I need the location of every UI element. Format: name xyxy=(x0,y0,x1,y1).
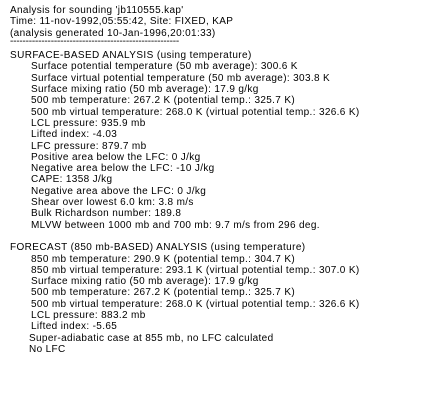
forecast-line: 500 mb temperature: 267.2 K (potential temp.: 325.7 K) xyxy=(31,287,296,299)
surface-line: Surface virtual potential temperature (50 mb average): 303.8 K xyxy=(31,72,331,84)
surface-line: Negative area below the LFC: -10 J/kg xyxy=(31,163,215,175)
forecast-line: Lifted index: -5.65 xyxy=(31,321,118,333)
header-rule: ------------------------------------------------------ xyxy=(10,38,180,47)
section-spacer xyxy=(10,231,440,242)
report-title: Analysis for sounding 'jb110555.kap' xyxy=(10,5,184,16)
forecast-line: Surface mixing ratio (50 mb average): 17.9 g/kg xyxy=(31,276,259,288)
surface-line: 500 mb temperature: 267.2 K (potential temp.: 325.7 K) xyxy=(31,95,296,107)
surface-line: LFC pressure: 879.7 mb xyxy=(31,140,147,152)
report-generated: (analysis generated 10-Jan-1996,20:01:33) xyxy=(10,27,216,39)
forecast-note-no-lfc: No LFC xyxy=(29,343,66,355)
forecast-line: LCL pressure: 883.2 mb xyxy=(31,310,146,322)
surface-line: Lifted index: -4.03 xyxy=(31,129,118,141)
forecast-line: 850 mb temperature: 290.9 K (potential temp.: 304.7 K) xyxy=(31,253,296,265)
forecast-note-superadiabatic: Super-adiabatic case at 855 mb, no LFC calculated xyxy=(29,332,274,344)
surface-analysis-heading: SURFACE-BASED ANALYSIS (using temperature) xyxy=(10,50,252,62)
report-time-site: Time: 11-nov-1992,05:55:42, Site: FIXED, KAP xyxy=(10,16,234,28)
forecast-analysis-heading: FORECAST (850 mb-BASED) ANALYSIS (using temperature) xyxy=(10,242,306,254)
forecast-analysis-list xyxy=(10,254,440,333)
surface-line: Positive area below the LFC: 0 J/kg xyxy=(31,151,201,163)
surface-line: Surface potential temperature (50 mb average): 300.6 K xyxy=(31,61,298,73)
forecast-line: 500 mb virtual temperature: 268.0 K (virtual potential temp.: 326.6 K) xyxy=(31,298,360,310)
surface-line: 500 mb virtual temperature: 268.0 K (virtual potential temp.: 326.6 K) xyxy=(31,106,360,118)
sounding-analysis-report xyxy=(10,5,440,355)
surface-analysis-list xyxy=(10,61,440,230)
surface-line: Shear over lowest 6.0 km: 3.8 m/s xyxy=(31,197,194,209)
surface-line: LCL pressure: 935.9 mb xyxy=(31,117,146,129)
surface-line: Negative area above the LFC: 0 J/kg xyxy=(31,185,207,197)
surface-line: Surface mixing ratio (50 mb average): 17.9 g/kg xyxy=(31,84,259,96)
forecast-line: 850 mb virtual temperature: 293.1 K (virtual potential temp.: 307.0 K) xyxy=(31,264,360,276)
surface-line: MLVW between 1000 mb and 700 mb: 9.7 m/s from 296 deg. xyxy=(31,219,320,231)
surface-line: CAPE: 1358 J/kg xyxy=(31,174,113,186)
surface-line: Bulk Richardson number: 189.8 xyxy=(31,208,182,220)
